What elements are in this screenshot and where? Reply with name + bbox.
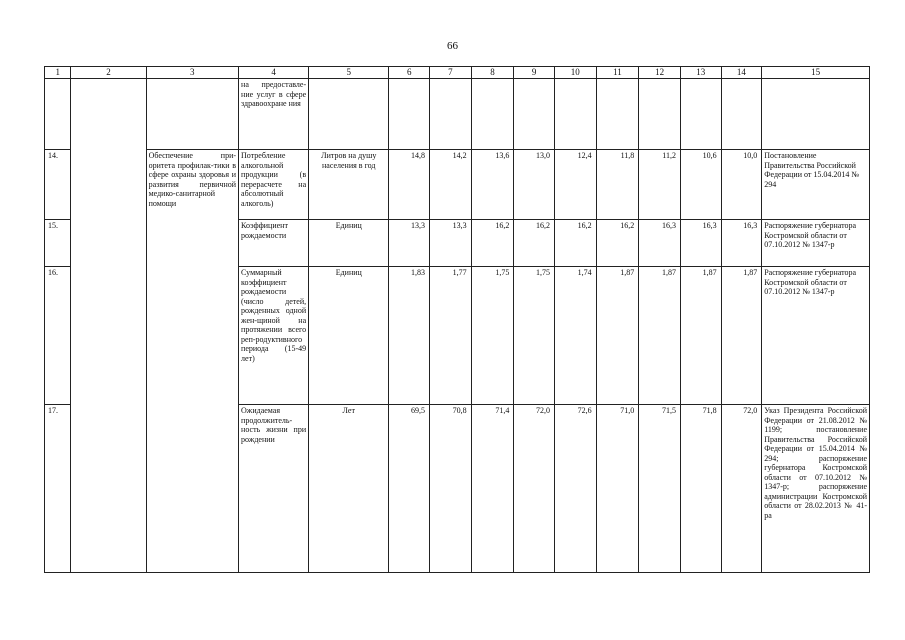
column-number: 15 [762,67,870,79]
indicator-cell: Коэффициент рождаемости [239,220,309,267]
table-row [45,150,870,220]
value-cell [721,79,762,150]
basis-cell: Постановление Правительства Российской Федерации от 15.04.2014 № 294 [762,150,870,220]
column-2-cell [71,79,146,573]
value-cell: 71,4 [471,405,514,573]
value-cell: 69,5 [389,405,430,573]
column-number: 14 [721,67,762,79]
value-cell: 71,0 [596,405,639,573]
column-number: 8 [471,67,514,79]
value-cell: 16,2 [514,220,555,267]
value-cell: 14,8 [389,150,430,220]
value-cell: 1,83 [389,267,430,405]
row-number-cell: 17. [45,405,71,573]
value-cell: 16,3 [639,220,681,267]
value-cell: 1,75 [514,267,555,405]
value-cell: 13,3 [430,220,472,267]
indicators-table [44,66,870,573]
goal-cell: Обеспечение при-оритета профилак-тики в сфере охраны здоровья и развития первичной медико-санитарной помощи [146,150,238,573]
unit-cell: Единиц [309,267,389,405]
value-cell [639,79,681,150]
indicator-cell: Ожидаемая продолжитель-ность жизни при рождении [239,405,309,573]
value-cell: 1,87 [596,267,639,405]
value-cell: 11,8 [596,150,639,220]
value-cell: 1,87 [721,267,762,405]
unit-cell: Лет [309,405,389,573]
value-cell: 1,87 [680,267,721,405]
value-cell: 16,3 [680,220,721,267]
value-cell: 71,5 [639,405,681,573]
basis-cell: Распоряжение губернатора Костромской области от 07.10.2012 № 1347-р [762,220,870,267]
column-number: 4 [239,67,309,79]
table-row [45,79,870,150]
column-number: 11 [596,67,639,79]
page-number: 66 [447,40,458,52]
indicator-cell: на предоставле-ние услуг в сфере здравоохране ния [239,79,309,150]
value-cell: 12,4 [554,150,596,220]
value-cell: 11,2 [639,150,681,220]
column-number: 2 [71,67,146,79]
value-cell [389,79,430,150]
column-number: 7 [430,67,472,79]
row-number-cell: 14. [45,150,71,220]
value-cell: 10,6 [680,150,721,220]
value-cell: 1,87 [639,267,681,405]
column-number: 9 [514,67,555,79]
indicator-cell: Потребление алкогольной продукции (в перерасчете на абсолютный алкоголь) [239,150,309,220]
column-number: 13 [680,67,721,79]
value-cell: 16,2 [554,220,596,267]
column-number: 1 [45,67,71,79]
column-number: 12 [639,67,681,79]
unit-cell [309,79,389,150]
value-cell [680,79,721,150]
value-cell [554,79,596,150]
value-cell: 16,3 [721,220,762,267]
value-cell: 1,74 [554,267,596,405]
value-cell: 72,6 [554,405,596,573]
value-cell: 16,2 [471,220,514,267]
value-cell: 14,2 [430,150,472,220]
value-cell: 72,0 [721,405,762,573]
column-number: 3 [146,67,238,79]
value-cell: 10,0 [721,150,762,220]
value-cell: 1,75 [471,267,514,405]
value-cell: 13,3 [389,220,430,267]
value-cell: 1,77 [430,267,472,405]
value-cell [596,79,639,150]
value-cell [430,79,472,150]
value-cell: 16,2 [596,220,639,267]
value-cell: 13,0 [514,150,555,220]
row-number-cell: 16. [45,267,71,405]
value-cell: 13,6 [471,150,514,220]
basis-cell: Распоряжение губернатора Костромской области от 07.10.2012 № 1347-р [762,267,870,405]
value-cell [471,79,514,150]
column-number-row [45,67,870,79]
goal-cell [146,79,238,150]
value-cell: 72,0 [514,405,555,573]
unit-cell: Литров на душу населения в год [309,150,389,220]
basis-cell: Указ Президента Российской Федерации от 21.08.2012 № 1199; постановление Правительства Российской Федерации от 15.04.2014 № 294; распоряжение губернатора Костромской области от 07.10.2012 № 1347-р; распоряжение администрации Костромской области от 28.02.2013 № 41-ра [762,405,870,573]
column-number: 10 [554,67,596,79]
column-number: 5 [309,67,389,79]
value-cell: 71,8 [680,405,721,573]
basis-cell [762,79,870,150]
value-cell: 70,8 [430,405,472,573]
indicator-cell: Суммарный коэффициент рождаемости (число детей, рожденных одной жен-щиной на протяжении всего реп-родуктивного периода (15-49 лет) [239,267,309,405]
column-number: 6 [389,67,430,79]
row-number-cell: 15. [45,220,71,267]
row-number-cell [45,79,71,150]
unit-cell: Единиц [309,220,389,267]
value-cell [514,79,555,150]
